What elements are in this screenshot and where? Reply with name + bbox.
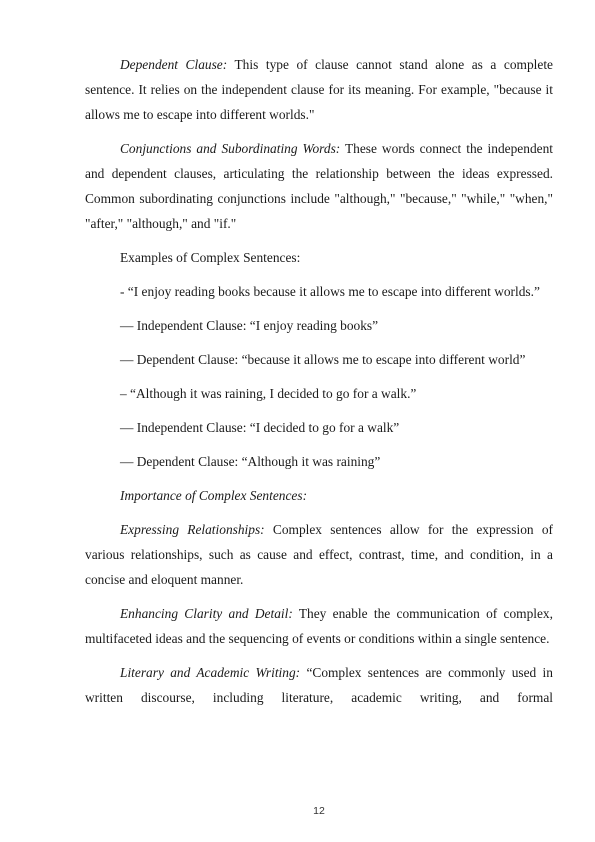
paragraph-text: — Independent Clause: “I decided to go for a walk”	[120, 420, 400, 435]
paragraph-text: This type of clause cannot stand alone as a complete sentence. It relies on the independent clause for its meaning. For example, "because it allows me to escape into different worlds."	[85, 57, 553, 122]
paragraph-importance-heading	[85, 483, 553, 508]
paragraph-text: – “Although it was raining, I decided to go for a walk.”	[120, 386, 417, 401]
paragraph-text: Complex sentences allow for the expression of various relationships, such as cause and effect, contrast, time, and condition, in a concise and eloquent manner.	[85, 522, 554, 587]
paragraph-example-2-dependent	[85, 449, 553, 474]
paragraph-text: These words connect the independent and dependent clauses, articulating the relationship between the ideas expressed. Common subordinating conjunctions include "although," "because," "while," "when," "after," "although," and "if."	[85, 141, 553, 231]
paragraph-example-2	[85, 381, 553, 406]
paragraph-lead: Expressing Relationships:	[120, 522, 265, 537]
paragraph-example-1	[85, 279, 553, 304]
paragraph-text: “Complex sentences are commonly used in written discourse, including literature, academic writing, and formal	[85, 665, 553, 705]
paragraph-lead: Enhancing Clarity and Detail:	[120, 606, 293, 621]
paragraph-examples-heading	[85, 245, 553, 270]
paragraph-conjunctions	[85, 136, 553, 236]
paragraph-example-1-dependent	[85, 347, 553, 372]
paragraph-text: — Independent Clause: “I enjoy reading books”	[120, 318, 379, 333]
paragraph-enhancing-clarity	[85, 601, 553, 651]
paragraph-dependent-clause	[85, 52, 553, 127]
paragraph-text: - “I enjoy reading books because it allows me to escape into different worlds.”	[120, 284, 540, 299]
paragraph-text: — Dependent Clause: “Although it was raining”	[120, 454, 381, 469]
paragraph-expressing-relationships	[85, 517, 553, 592]
paragraph-literary-academic	[85, 660, 553, 710]
document-page	[85, 52, 553, 719]
paragraph-lead: Dependent Clause:	[120, 57, 228, 72]
section-heading: Importance of Complex Sentences:	[120, 488, 308, 503]
paragraph-text: Examples of Complex Sentences:	[120, 250, 301, 265]
paragraph-text: They enable the communication of complex, multifaceted ideas and the sequencing of events or conditions within a single sentence.	[85, 606, 553, 646]
paragraph-lead: Conjunctions and Subordinating Words:	[120, 141, 341, 156]
paragraph-text: — Dependent Clause: “because it allows me to escape into different world”	[120, 352, 526, 367]
paragraph-example-1-independent	[85, 313, 553, 338]
paragraph-example-2-independent	[85, 415, 553, 440]
paragraph-lead: Literary and Academic Writing:	[120, 665, 301, 680]
page-number: 12	[313, 805, 325, 817]
